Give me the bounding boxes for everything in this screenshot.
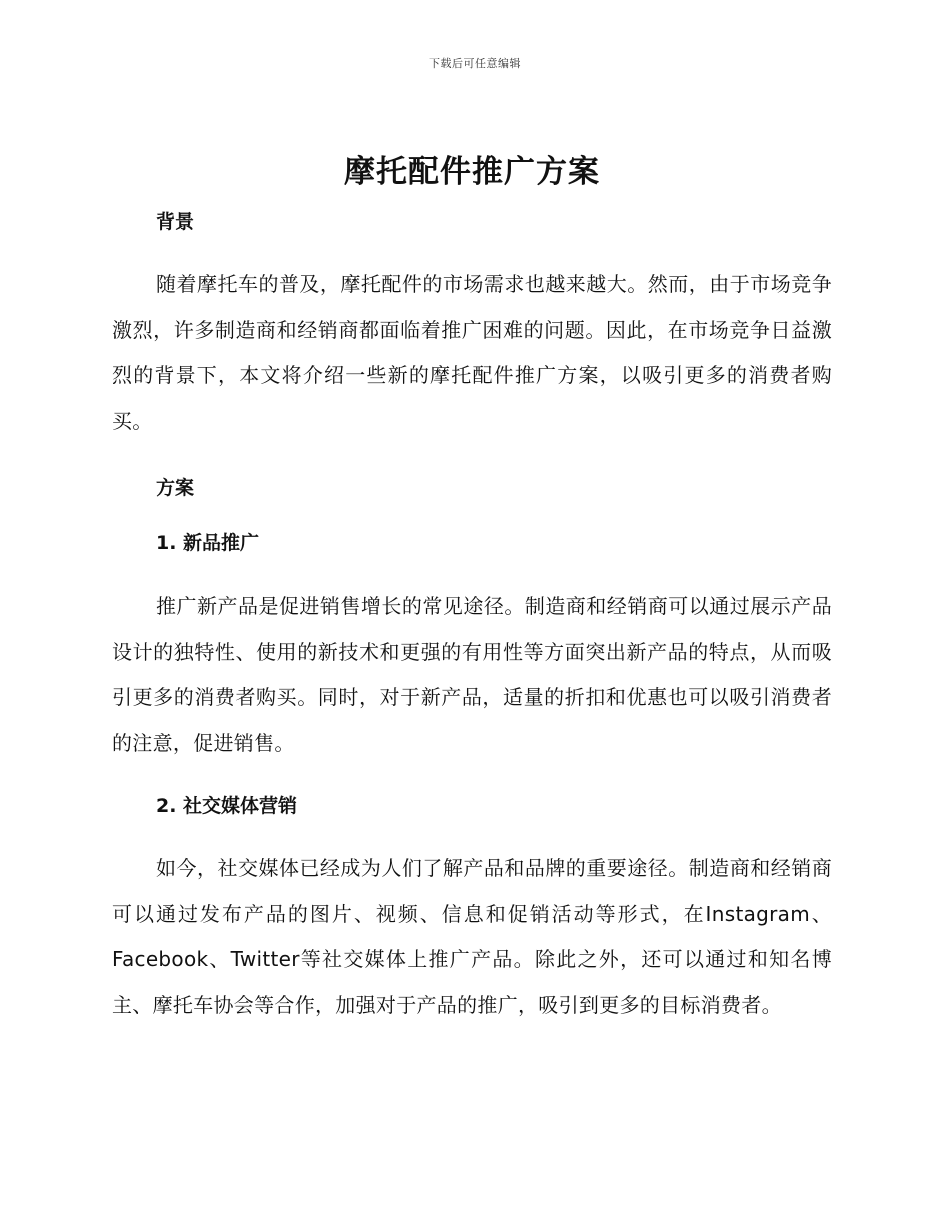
plan-heading: 方案 bbox=[156, 477, 195, 499]
background-heading: 背景 bbox=[156, 211, 195, 233]
item2-heading: 2. 社交媒体营销 bbox=[156, 795, 298, 817]
item1-heading: 1. 新品推广 bbox=[156, 532, 260, 554]
document-title: 摩托配件推广方案 bbox=[344, 154, 600, 190]
document-content bbox=[112, 150, 832, 1028]
item2-paragraph: 如今，社交媒体已经成为人们了解产品和品牌的重要途径。制造商和经销商可以通过发布产品的图片、视频、信息和促销活动等形式，在Instagram、Facebook、Twitter等社交媒体上推广产品。除此之外，还可以通过和知名博主、摩托车协会等合作，加强对于产品的推广，吸引到更多的目标消费者。 bbox=[112, 856, 832, 1017]
item1-paragraph: 推广新产品是促进销售增长的常见途径。制造商和经销商可以通过展示产品设计的独特性、使用的新技术和更强的有用性等方面突出新产品的特点，从而吸引更多的消费者购买。同时，对于新产品，适量的折扣和优惠也可以吸引消费者的注意，促进销售。 bbox=[112, 594, 832, 755]
header-note: 下载后可任意编辑 bbox=[429, 57, 521, 70]
background-paragraph: 随着摩托车的普及，摩托配件的市场需求也越来越大。然而，由于市场竞争激烈，许多制造商和经销商都面临着推广困难的问题。因此，在市场竞争日益激烈的背景下，本文将介绍一些新的摩托配件推广方案，以吸引更多的消费者购买。 bbox=[112, 272, 832, 433]
